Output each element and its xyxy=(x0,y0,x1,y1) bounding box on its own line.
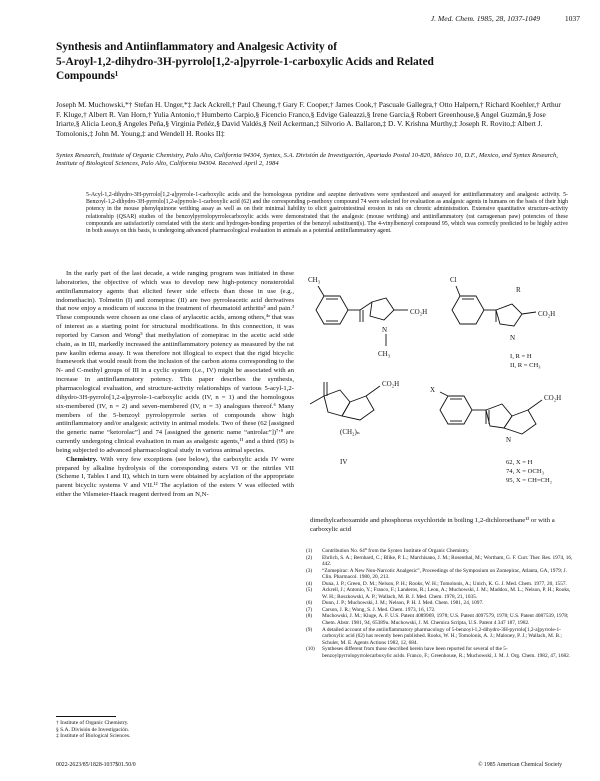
structure-zomepirac xyxy=(450,276,555,369)
reference-list xyxy=(306,548,576,659)
structure-figure xyxy=(300,268,580,508)
acid-label: CO₂H xyxy=(382,380,400,388)
page-number: 1037 xyxy=(564,14,580,23)
article-code: 0022-2623/85/1828-1037$01.50/0 xyxy=(56,762,136,768)
reference-item: (8) Muchowski, J. M.; Kluge, A. F. U.S. Patent 4089969, 1978; U.S. Patent 4097579, 1978; U.S. Patent 4087539, 1978; Chem. Abstr. 1981, 94, 65389u. Muchowski, J. M. Chemica Scripta, U.S. Patent 4 347 187, 1982. xyxy=(306,613,569,627)
chloro-label: Cl xyxy=(450,276,457,284)
reference-item: (10) Syntheses different from those described herein have been reported for several of the 5-benzoylpyrrolopyrrolecarboxylic acids. Franco, F.; Greenhouse, R.; Muchowski, J. M. J. Org. Chem. 1982, 47, 1682. xyxy=(306,646,571,659)
copyright: © 1985 American Chemical Society xyxy=(478,762,562,768)
legend-II: II, R = CH₃ xyxy=(510,362,541,369)
intro-paragraph: In the early part of the last decade, a wide ranging program was initiated in these laboratories, the objective of which was to develop new high-potency nonsteroidal antiinflammatory agents that elicited fewer side effects than those in use (e.g., indomethacin). Tolmetin (I) and zomepirac (II) are two pyrroleacetic acid derivatives that now enjoy a modicum of success in the treatment of rheumatoid arthritis² and pain.³ These compounds were chosen as one class of arylacetic acids, among others,⁴ᵃ that was of interest as a starting point for structural modifications. In this connection, it was reported by Carson and Wong⁵ that methylation of zomepirac in the acetic acid side chain, as in III, markedly increased the antiinflammatory potency as measured by the rat paw kaolin edema assay. It was therefore not illogical to expect that the rigid bicyclic framework that would result from the inclusion of the carbon atoms corresponding to the N- and C-methyl groups of III in a cyclic system (i.e., IV) might be associated with an increase in antiinflammatory potency. This paper describes the synthesis, pharmacological evaluation, and structure-activity relationships of various 5-acyl-1,2-dihydro-3H-pyrrolo[1,2-a]pyrrole-1-carboxylic acids (IV, n = 1) and the homologous six-membered (IV, n = 2) and seven-membered (IV, n = 3) analogues thereof.⁶ Many members of the 5-benzoyl pyrrolopyrrole series of compounds show high antiinflammatory and/or analgesic activity in animal models. Two of these (62 [assigned the generic name “ketorolac”] and 74 [assigned the generic name “anirolac”])⁷ʼ⁸ are currently undergoing clinical evaluation in man as analgesic agents,¹¹ and a third (95) is being subjected to advanced pharmacological study in various animal species. xyxy=(56,270,294,454)
body-left-column xyxy=(56,270,294,500)
legend-74: 74, X = OCH₃ xyxy=(506,468,544,475)
running-head xyxy=(40,14,580,26)
footnote: § S.A. División de Investigación. xyxy=(56,726,130,733)
chemistry-heading: Chemistry. xyxy=(66,455,98,463)
journal-citation: J. Med. Chem. 1985, 28, 1037-1049 xyxy=(430,14,540,23)
body-right-column: dimethylcarboxamide and phosphorus oxychloride in boiling 1,2-dichloroethane¹³ or with a carboxylic acid xyxy=(310,517,555,533)
affiliation-footnotes xyxy=(56,720,286,740)
legend-62: 62, X = H xyxy=(506,459,533,466)
n-label: N xyxy=(510,334,516,342)
n-label: N xyxy=(506,436,512,444)
title-line-2: 5-Aroyl-1,2-dihydro-3H-pyrrolo[1,2-a]pyrrole-1-carboxylic Acids and Related xyxy=(56,55,434,68)
iv-chain-label: (CH₂)ₙ xyxy=(340,428,360,436)
r-label: R xyxy=(516,286,521,294)
acid-label: CO₂H xyxy=(544,394,562,402)
footnote-rule xyxy=(56,716,116,717)
reference-item: (5) Ackrell, J.; Antonio, Y.; Franco, F.; Landeros, R.; Leon, A.; Muchowski, J. M.; Maddox, M. L.; Nelson, P. H.; Rooks, W. H.; Roszkowski, A. P.; Wallach, M. B. J. Med. Chem. 1978, 21, 1035. xyxy=(306,587,571,600)
footnote: † Institute of Organic Chemistry. xyxy=(56,720,129,726)
chemistry-paragraph xyxy=(56,456,294,500)
footnote: ‡ Institute of Biological Sciences. xyxy=(56,733,131,740)
structure-IV xyxy=(310,380,399,466)
article-title xyxy=(56,40,556,84)
title-line-1: Synthesis and Antiinflammatory and Analgesic Activity of xyxy=(56,41,337,53)
reference-item: (3) “Zomepirac: A New Non-Narcotic Analgesic”, Proceedings of the Symposium on Zomepirac, Atlanta, GA, 1979; J. Clin. Pharmacol. 1980, 20, 213. xyxy=(306,567,567,581)
title-line-3: Compounds¹ xyxy=(56,70,119,82)
structure-tolmetin xyxy=(308,276,427,358)
n-methyl-label: CH₃ xyxy=(378,350,391,358)
reference-item: (9) A detailed account of the antiinflammatory pharmacology of 5-benzoyl-1,2-dihydro-3H-pyrrolo[1,2-a]pyrrole-1-carboxylic acid (62) has recently been published. Rooks, W. H.; Tomolonis, A. J.; Maloney, P. J.; Wallach, M. B.; Schuler, M. E. Agents Actions 1982, 12, 684. xyxy=(306,626,562,646)
legend-95: 95, X = CH=CH₂ xyxy=(506,477,553,484)
author-list: Joseph M. Muchowski,*† Stefan H. Unger,*‡ Jack Ackrell,† Paul Cheung,† Gary F. Cooper,† James Cook,† Pascuale Gallegra,† Otto Halpern,† Richard Koehler,† Arthur F. Kluge,† Albert R. Van Horn,† Yulia Antonio,† Humberto Carpio,§ Ficencio Franco,§ Edvige Galeazzi,§ Irene Garcia,§ Robert Greenhouse,§ Angel Guzmán,§ Jose Iriarte,§ Alicia Leon,§ Angeles Peña,§ Virginia Peñéz,§ David Valdés,§ Neil Ackerman,‡ Silvorio A. Ballaron,‡ D. V. Krishna Murthy,‡ Joseph R. Rovito,‡ Albert J. Tomolonis,‡ John M. Young,‡ and Wendell H. Rooks II‡ xyxy=(56,100,561,138)
chemistry-text: With very few exceptions (see below), the carboxylic acids IV were prepared by alkaline hydrolysis of the corresponding esters VI or the nitriles VII (Scheme I, Tables I and II), which in turn were obtained by acylation of the appropriate parent bicyclic systems V and VII.¹² The acylation of the esters V was effected with either the Vilsmeier-Haack reagent derived from an N,N- xyxy=(56,455,294,499)
affiliations: Syntex Research, Institute of Organic Chemistry, Palo Alto, California 94304, Syntex, S.A. División de Investigación, Apartado Postal 10-820, México 10, D.F., Mexico, and Syntex Research, Institute of Biological Sciences, Palo Alto, California 94304. Received April 2, 1984 xyxy=(56,152,558,168)
x-label: X xyxy=(430,386,436,394)
n-label: N xyxy=(382,326,388,334)
acid-label: CO₂H xyxy=(538,310,556,318)
iv-label: IV xyxy=(340,458,348,466)
reference-item: (6) Dunn, J. P.; Muchowski, J. M.; Nelson, P. H. J. Med. Chem. 1981, 24, 1097. xyxy=(306,600,484,607)
reference-item: (7) Carson, J. R.; Wong, S. J. Med. Chem. 1973, 16, 172. xyxy=(306,606,436,613)
reference-item: (1) Contribution No. 64⁰ from the Syntex Institute of Organic Chemistry. xyxy=(306,548,470,554)
abstract: 5-Acyl-1,2-dihydro-3H-pyrrolo[1,2-a]pyrrole-1-carboxylic acids and the homologous pyridine and azepine derivatives were synthesized and assayed for antiinflammatory and analgesic activity. 5-Benzoyl-1,2-dihydro-3H-pyrrolo[1,2-a]pyrrole-1-carboxylic acid (62) and the corresponding p-methoxy compound 74 were selected for evaluation as analgesic agents in humans on the basis of their high potency in the mouse phenylquinone writhing assay as well as on their minimal liability to elicit gastrointestinal erosion in rats on chronic administration. Extensive quantitative structure-activity relationship (QSAR) studies of the benzoylpyrrolopyrrolecarboxylic acids were demonstrated that the analgesic (mouse writhing) and antiinflammatory (rat carrageenan paw) potencies of these compounds are satisfactorily correlated with the steric and hydrogen-bonding properties of the benzoyl substituent(s). The 4-vinylbenzoyl compound 95, which was correctly predicted to be highly active in both assays on this basis, is undergoing advanced pharmacological evaluation in animals as a potential antiinflammatory agent. xyxy=(86,192,568,235)
methyl-label: CH₃ xyxy=(308,276,321,284)
legend-I: I, R = H xyxy=(510,353,532,360)
reference-item: (2) Ehrlich, S. A.; Bernhard, C.; Blike, P. L.; Marchisano, J. M.; Rosenthal, M.; Wortham, G. F. Curr. Ther. Res. 1974, 16, 442. xyxy=(306,554,573,568)
acid-label: CO₂H xyxy=(410,308,428,316)
reference-item: (4) Duna, J. P.; Green, D. M.; Nelson, P. H.; Rooks, W. H.; Tomolonis, A.; Unich, K. G. J. Med. Chem. 1977, 20, 1557. xyxy=(306,580,567,587)
structure-ketorolac xyxy=(430,386,561,484)
page-footer xyxy=(56,762,576,768)
